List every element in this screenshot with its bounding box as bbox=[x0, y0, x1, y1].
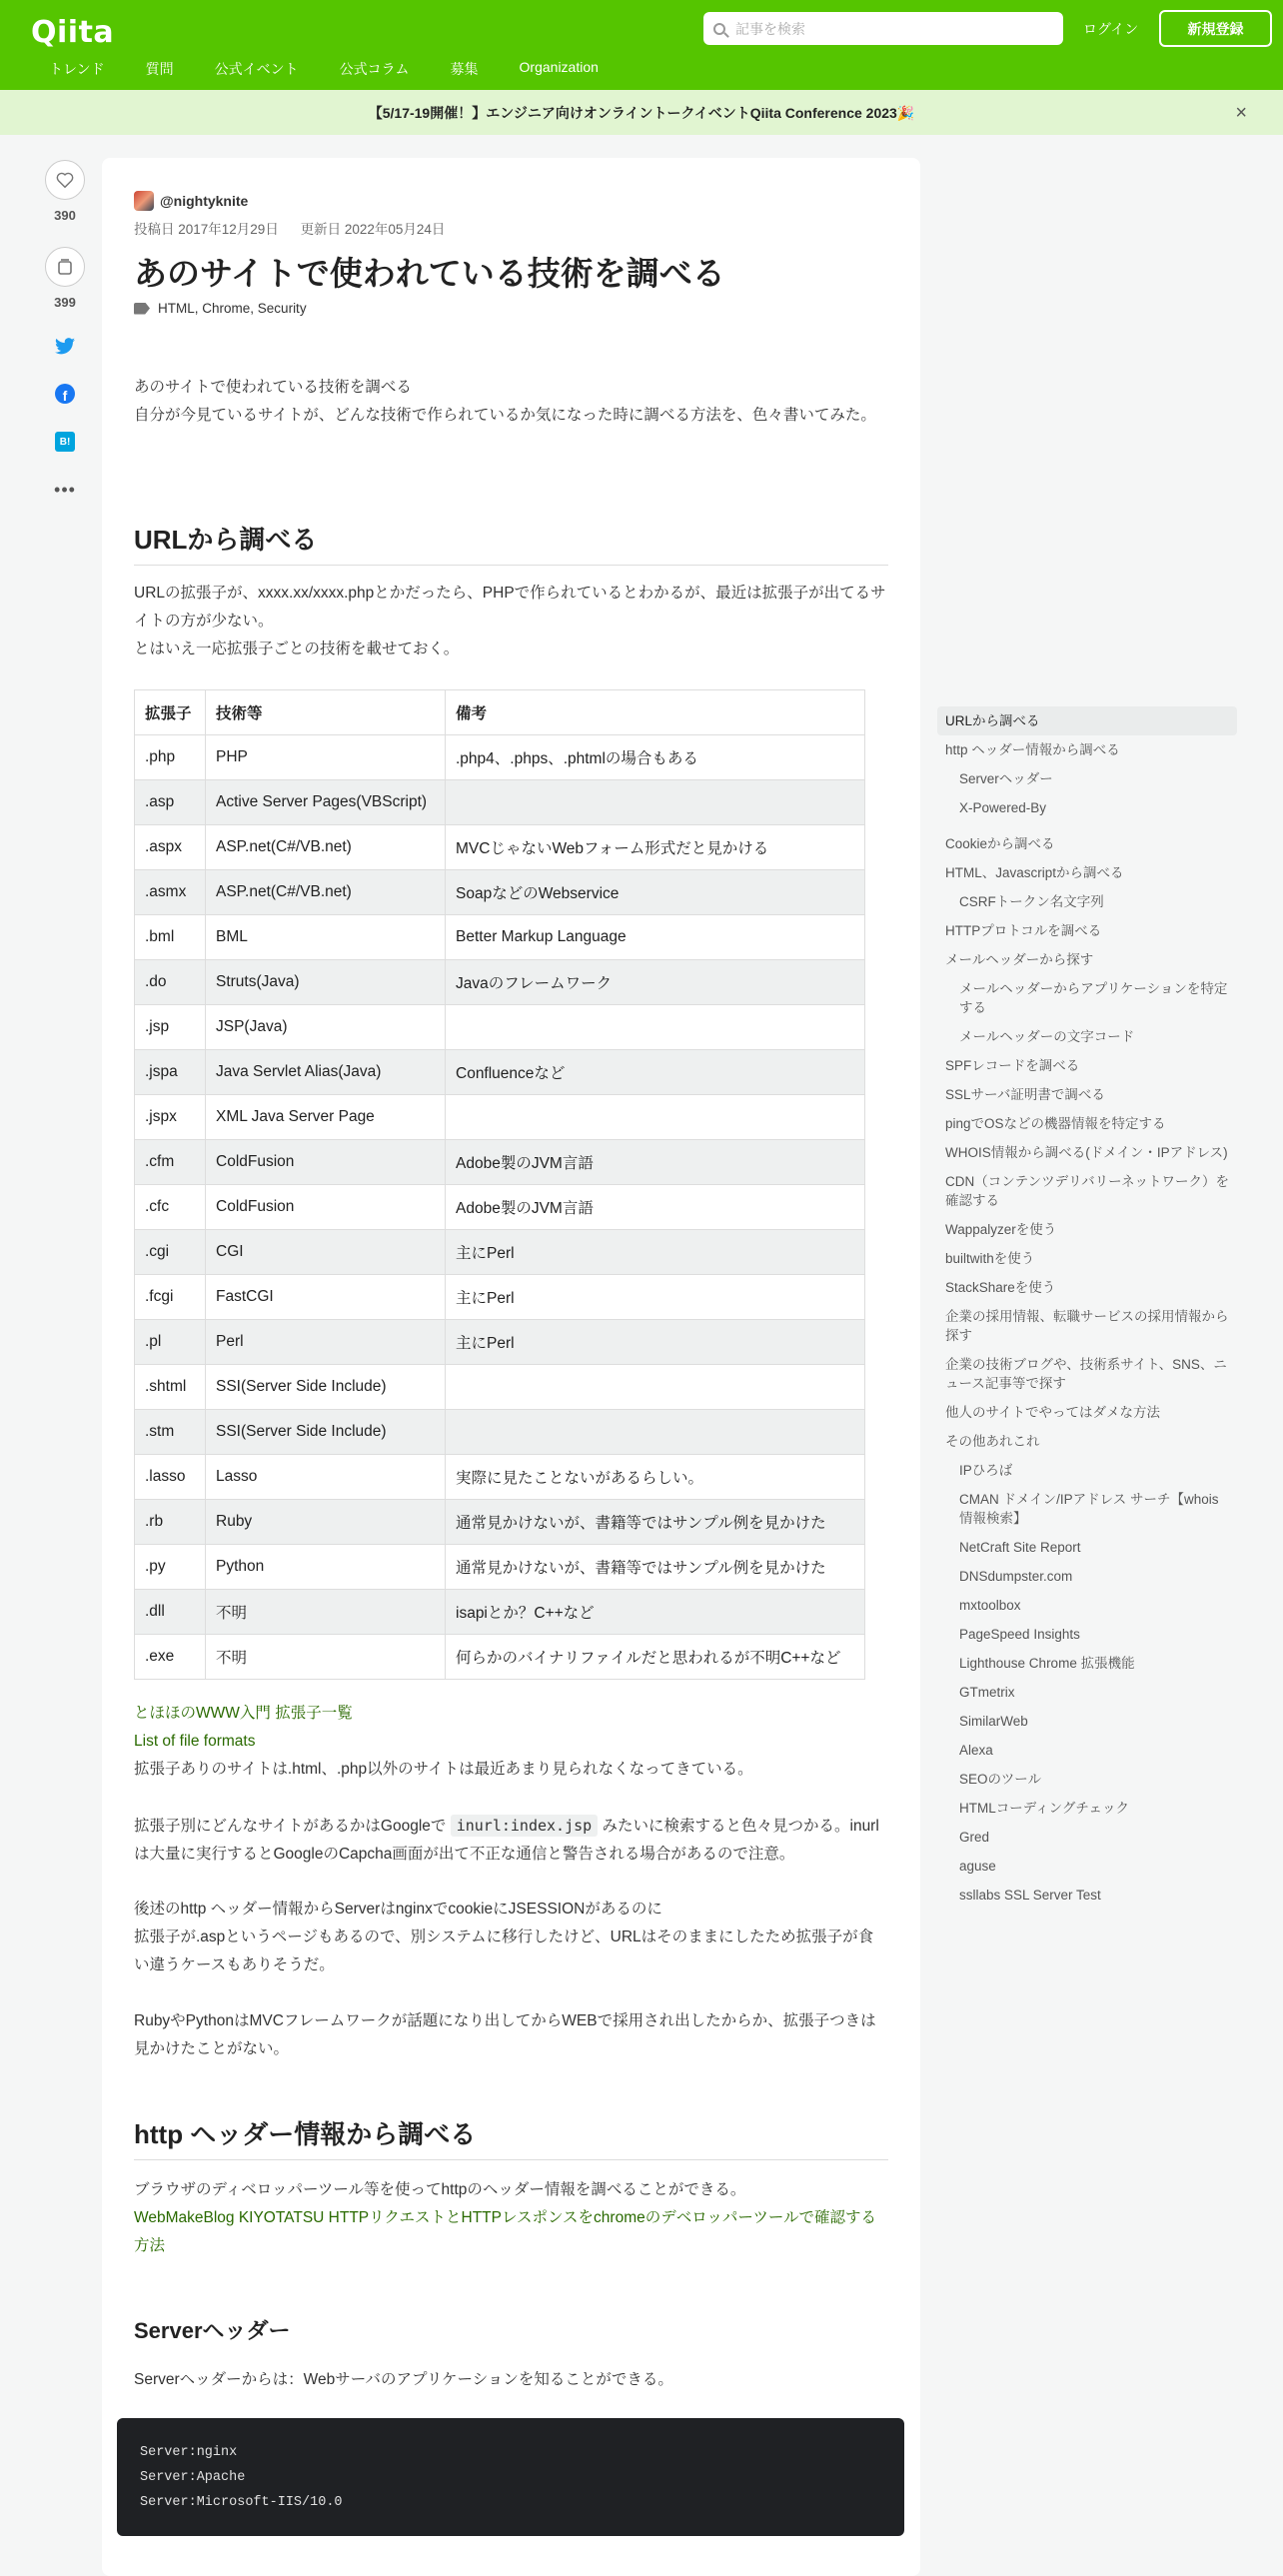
heading-http: http ヘッダー情報から調べる bbox=[134, 2114, 888, 2160]
table-cell bbox=[446, 1410, 865, 1455]
toc-item[interactable]: メールヘッダーからアプリケーションを特定する bbox=[959, 981, 1228, 1015]
nginx-paragraph: 後述のhttp ヘッダー情報からServerはnginxでcookieにJSESSIONがあるのに 拡張子が.aspというページもあるので、別システムに移行したけど、URLはそのままにしたため拡張子が食い違うケースもありそうだ。 bbox=[134, 1901, 874, 1973]
table-cell: .shtml bbox=[135, 1365, 206, 1410]
toc-spacer bbox=[937, 822, 1237, 829]
table-cell: Active Server Pages(VBScript) bbox=[206, 780, 446, 825]
toc-item[interactable]: IPひろば bbox=[959, 1463, 1013, 1478]
toc-item[interactable]: 企業の技術ブログや、技術系サイト、SNS、ニュース記事等で探す bbox=[945, 1357, 1227, 1391]
facebook-share[interactable] bbox=[45, 382, 85, 406]
table-cell: .cfm bbox=[135, 1140, 206, 1185]
table-cell: .jspa bbox=[135, 1050, 206, 1095]
table-cell: Java Servlet Alias(Java) bbox=[206, 1050, 446, 1095]
table-cell: PHP bbox=[206, 735, 446, 780]
table-row bbox=[135, 1050, 865, 1095]
table-row bbox=[135, 1590, 865, 1635]
table-row bbox=[135, 1455, 865, 1500]
toc-item[interactable]: HTML、Javascriptから調べる bbox=[945, 865, 1124, 880]
toc-item[interactable]: 企業の採用情報、転職サービスの採用情報から探す bbox=[945, 1309, 1229, 1343]
table-cell bbox=[446, 1005, 865, 1050]
hatena-share[interactable] bbox=[45, 430, 85, 454]
toc-item[interactable]: WHOIS情報から調べる(ドメイン・IPアドレス) bbox=[945, 1145, 1228, 1160]
table-body bbox=[135, 735, 865, 1680]
toc-item[interactable]: HTMLコーディングチェック bbox=[959, 1801, 1129, 1816]
nav-trend[interactable]: トレンド bbox=[49, 61, 105, 77]
table-row bbox=[135, 1275, 865, 1320]
table-cell: .asp bbox=[135, 780, 206, 825]
stock-count: 399 bbox=[54, 295, 76, 310]
table-cell: .lasso bbox=[135, 1455, 206, 1500]
table-row bbox=[135, 870, 865, 915]
table-cell: Python bbox=[206, 1545, 446, 1590]
table-cell: Confluenceなど bbox=[446, 1050, 865, 1095]
toc-item[interactable]: Cookieから調べる bbox=[945, 836, 1055, 851]
table-row bbox=[135, 1410, 865, 1455]
tag-list: HTML , Chrome , Security bbox=[134, 301, 307, 316]
table-cell: FastCGI bbox=[206, 1275, 446, 1320]
toc-item[interactable]: メールヘッダーの文字コード bbox=[959, 1029, 1135, 1044]
toc-item[interactable]: GTmetrix bbox=[959, 1685, 1015, 1700]
table-cell bbox=[446, 1095, 865, 1140]
table-cell: CGI bbox=[206, 1230, 446, 1275]
code-block[interactable] bbox=[117, 2418, 904, 2536]
twitter-share[interactable] bbox=[45, 334, 85, 358]
nav-organization[interactable]: Organization bbox=[519, 59, 599, 75]
table-cell: .exe bbox=[135, 1635, 206, 1680]
search-icon bbox=[713, 23, 725, 35]
table-cell: ASP.net(C#/VB.net) bbox=[206, 870, 446, 915]
toc-item[interactable]: mxtoolbox bbox=[959, 1598, 1021, 1613]
toc-item[interactable]: PageSpeed Insights bbox=[959, 1627, 1080, 1642]
table-row bbox=[135, 825, 865, 870]
table-cell: SSI(Server Side Include) bbox=[206, 1365, 446, 1410]
toc-item[interactable]: メールヘッダーから探す bbox=[945, 952, 1094, 967]
article-dates bbox=[134, 218, 463, 238]
toc-item[interactable]: CDN（コンテンツデリバリーネットワーク）を確認する bbox=[945, 1174, 1229, 1208]
code-line: Server:nginx bbox=[140, 2445, 238, 2460]
table-header: 備考 bbox=[446, 690, 865, 735]
tag-chrome[interactable]: Chrome bbox=[202, 301, 251, 316]
nav-official-columns[interactable]: 公式コラム bbox=[339, 61, 410, 77]
toc-item[interactable]: NetCraft Site Report bbox=[959, 1540, 1081, 1555]
table-cell: SSI(Server Side Include) bbox=[206, 1410, 446, 1455]
table-cell: .asmx bbox=[135, 870, 206, 915]
qiita-logo[interactable]: Qiita bbox=[31, 15, 115, 50]
link-webmakeblog[interactable]: WebMakeBlog KIYOTATSU HTTPリクエストとHTTPレスポンスをchromeのデベロッパーツールで確認する方法 bbox=[134, 2209, 877, 2254]
close-icon[interactable]: × bbox=[1235, 102, 1247, 124]
toc-item[interactable]: Wappalyzerを使う bbox=[945, 1222, 1057, 1237]
table-row bbox=[135, 780, 865, 825]
updated-date: 更新日 2022年05月24日 bbox=[300, 222, 446, 237]
reference-links: とほほのWWW入門 拡張子一覧 List of file formats 拡張子ありのサイトは.html、.php以外のサイトは最近あまり見られなくなってきている。 bbox=[134, 1705, 753, 1778]
table-cell: .php4、.phps、.phtmlの場合もある bbox=[446, 735, 865, 780]
stock-button[interactable] bbox=[45, 247, 85, 287]
url-paragraph: URLの拡張子が、xxxx.xx/xxxx.phpとかだったら、PHPで作られているとわかるが、最近は拡張子が出てるサイトの方が少ない。 とはいえ一応拡張子ごとの技術を載せておく。 bbox=[134, 585, 886, 657]
table-cell: .do bbox=[135, 960, 206, 1005]
site-header bbox=[0, 0, 1283, 90]
table-row bbox=[135, 915, 865, 960]
table-cell: isapiとか？C++など bbox=[446, 1590, 865, 1635]
toc-item[interactable]: ssllabs SSL Server Test bbox=[959, 1888, 1101, 1903]
global-nav bbox=[49, 59, 640, 79]
table-cell: JSP(Java) bbox=[206, 1005, 446, 1050]
toc-item[interactable]: URLから調べる bbox=[937, 706, 1237, 735]
login-link[interactable]: ログイン bbox=[1083, 21, 1139, 37]
table-cell: Adobe製のJVM言語 bbox=[446, 1140, 865, 1185]
toc-item[interactable]: SimilarWeb bbox=[959, 1714, 1028, 1729]
table-cell: Better Markup Language bbox=[446, 915, 865, 960]
heart-icon bbox=[56, 172, 74, 188]
toc-item[interactable]: aguse bbox=[959, 1859, 996, 1874]
table-cell: 主にPerl bbox=[446, 1230, 865, 1275]
table-cell: Lasso bbox=[206, 1455, 446, 1500]
link-tohoho[interactable]: とほほのWWW入門 拡張子一覧 bbox=[134, 1705, 353, 1722]
ruby-paragraph: RubyやPythonはMVCフレームワークが話題になり出してからWEBで採用され出したからか、拡張子つきは見かけたことがない。 bbox=[134, 2012, 876, 2057]
more-icon: ••• bbox=[54, 479, 76, 500]
table-row bbox=[135, 1140, 865, 1185]
table-cell: .dll bbox=[135, 1590, 206, 1635]
action-rail bbox=[45, 160, 85, 526]
table-cell bbox=[446, 780, 865, 825]
table-row bbox=[135, 1005, 865, 1050]
table-header: 拡張子 bbox=[135, 690, 206, 735]
toc-item[interactable]: HTTPプロトコルを調べる bbox=[945, 923, 1102, 938]
table-cell bbox=[446, 1365, 865, 1410]
nav-recruit[interactable]: 募集 bbox=[450, 61, 479, 77]
table-cell: .jsp bbox=[135, 1005, 206, 1050]
signup-button[interactable]: 新規登録 bbox=[1159, 10, 1272, 47]
table-cell: .fcgi bbox=[135, 1275, 206, 1320]
article-title: あのサイトで使われている技術を調べる bbox=[134, 255, 725, 292]
code-line: Server:Apache bbox=[140, 2470, 246, 2485]
table-cell: .php bbox=[135, 735, 206, 780]
table-cell: MVCじゃないWebフォーム形式だと見かける bbox=[446, 825, 865, 870]
facebook-icon: f bbox=[55, 384, 75, 404]
table-cell: ASP.net(C#/VB.net) bbox=[206, 825, 446, 870]
table-row bbox=[135, 1635, 865, 1680]
table-cell: 通常見かけないが、書籍等ではサンプル例を見かけた bbox=[446, 1500, 865, 1545]
table-cell: BML bbox=[206, 915, 446, 960]
table-cell: 通常見かけないが、書籍等ではサンプル例を見かけた bbox=[446, 1545, 865, 1590]
table-row bbox=[135, 1230, 865, 1275]
search-input[interactable] bbox=[735, 21, 1035, 37]
table-cell: .cgi bbox=[135, 1230, 206, 1275]
toc-item[interactable]: SSLサーバ証明書で調べる bbox=[945, 1087, 1105, 1102]
twitter-icon bbox=[55, 338, 75, 355]
server-paragraph: Serverヘッダーからは：Webサーバのアプリケーションを知ることができる。 bbox=[134, 2371, 673, 2388]
tag-html[interactable]: HTML bbox=[158, 301, 195, 316]
table-cell: .rb bbox=[135, 1500, 206, 1545]
table-cell: XML Java Server Page bbox=[206, 1095, 446, 1140]
link-file-formats[interactable]: List of file formats bbox=[134, 1733, 256, 1750]
table-cell: .cfc bbox=[135, 1185, 206, 1230]
table-cell: 不明 bbox=[206, 1590, 446, 1635]
extension-table bbox=[134, 689, 865, 1680]
table-row bbox=[135, 1545, 865, 1590]
table-cell: SoapなどのWebservice bbox=[446, 870, 865, 915]
banner-text[interactable]: 【5/17-19開催！】エンジニア向けオンライントークイベントQiita Conference 2023🎉 bbox=[368, 104, 915, 121]
table-row bbox=[135, 960, 865, 1005]
toc-item[interactable]: http ヘッダー情報から調べる bbox=[945, 742, 1120, 757]
more-actions[interactable] bbox=[45, 478, 85, 502]
like-count: 390 bbox=[54, 208, 76, 223]
intro-paragraph: あのサイトで使われている技術を調べる 自分が今見ているサイトが、どんな技術で作られているか気になった時に調べる方法を、色々書いてみた。 bbox=[134, 379, 876, 424]
toc-item[interactable]: SPFレコードを調べる bbox=[945, 1058, 1080, 1073]
table-cell: Perl bbox=[206, 1320, 446, 1365]
like-button[interactable] bbox=[45, 160, 85, 200]
table-row bbox=[135, 1095, 865, 1140]
table-cell: Struts(Java) bbox=[206, 960, 446, 1005]
table-cell: .bml bbox=[135, 915, 206, 960]
heading-url: URLから調べる bbox=[134, 520, 888, 566]
table-cell: 何らかのバイナリファイルだと思われるが不明C++など bbox=[446, 1635, 865, 1680]
table-cell: .aspx bbox=[135, 825, 206, 870]
table-cell: .stm bbox=[135, 1410, 206, 1455]
code-line: Server:Microsoft-IIS/10.0 bbox=[140, 2495, 343, 2510]
table-header: 技術等 bbox=[206, 690, 446, 735]
hatena-bookmark-icon: B! bbox=[55, 432, 75, 452]
table-row bbox=[135, 1320, 865, 1365]
table-cell: Adobe製のJVM言語 bbox=[446, 1185, 865, 1230]
table-cell: .py bbox=[135, 1545, 206, 1590]
toc-item[interactable]: その他あれこれ bbox=[945, 1434, 1040, 1449]
toc-item[interactable]: CSRFトークン名文字列 bbox=[959, 894, 1104, 909]
posted-date: 投稿日 2017年12月29日 bbox=[134, 222, 279, 237]
table-cell: ColdFusion bbox=[206, 1140, 446, 1185]
table-row bbox=[135, 1365, 865, 1410]
event-banner[interactable] bbox=[0, 90, 1283, 135]
table-cell: .pl bbox=[135, 1320, 206, 1365]
toc-item[interactable]: DNSdumpster.com bbox=[959, 1569, 1073, 1584]
toc-item[interactable]: 他人のサイトでやってはダメな方法 bbox=[945, 1405, 1161, 1420]
toc-item[interactable]: X-Powered-By bbox=[959, 800, 1047, 815]
avatar[interactable] bbox=[134, 191, 154, 211]
author-name[interactable]: @nightyknite bbox=[160, 193, 249, 209]
search-box[interactable] bbox=[703, 12, 1063, 45]
tag-security[interactable]: Security bbox=[257, 301, 307, 316]
toc-item[interactable]: Alexa bbox=[959, 1743, 993, 1758]
toc-item[interactable]: Lighthouse Chrome 拡張機能 bbox=[959, 1656, 1135, 1671]
inline-code: inurl:index.jsp bbox=[451, 1815, 598, 1837]
table-cell: Ruby bbox=[206, 1500, 446, 1545]
table-cell: 主にPerl bbox=[446, 1275, 865, 1320]
toc-item[interactable]: Gred bbox=[959, 1830, 990, 1845]
table-row bbox=[135, 735, 865, 780]
toc-item[interactable]: CMAN ドメイン/IPアドレス サーチ【whois情報検索】 bbox=[959, 1492, 1219, 1526]
table-cell: ColdFusion bbox=[206, 1185, 446, 1230]
article-card bbox=[102, 158, 920, 2576]
table-cell: Javaのフレームワーク bbox=[446, 960, 865, 1005]
heading-server: Serverヘッダー bbox=[134, 2318, 291, 2343]
table-cell: 不明 bbox=[206, 1635, 446, 1680]
table-cell: 実際に見たことないがあるらしい。 bbox=[446, 1455, 865, 1500]
author-link[interactable] bbox=[134, 191, 248, 211]
toc-item[interactable]: pingでOSなどの機器情報を特定する bbox=[945, 1116, 1166, 1131]
stock-icon bbox=[58, 259, 72, 275]
toc-item[interactable]: builtwithを使う bbox=[945, 1251, 1035, 1266]
nav-official-events[interactable]: 公式イベント bbox=[214, 61, 299, 77]
google-paragraph: 拡張子別にどんなサイトがあるかはGoogleで inurl:index.jsp みたいに検索すると色々見つかる。inurlは大量に実行するとGoogleのCapcha画面が出て不正な通信と警告される場合があるので注意。 bbox=[134, 1817, 879, 1863]
http-paragraph: ブラウザのディベロッパーツール等を使ってhttpのヘッダー情報を調べることができる。 WebMakeBlog KIYOTATSU HTTPリクエストとHTTPレスポンスをchromeのデベロッパーツールで確認する方法 bbox=[134, 2181, 877, 2254]
tag-icon bbox=[134, 303, 150, 315]
nav-questions[interactable]: 質問 bbox=[145, 61, 174, 77]
table-row bbox=[135, 1500, 865, 1545]
table-cell: 主にPerl bbox=[446, 1320, 865, 1365]
table-row bbox=[135, 1185, 865, 1230]
toc-item[interactable]: Serverヘッダー bbox=[959, 771, 1053, 786]
toc-item[interactable]: SEOのツール bbox=[959, 1772, 1041, 1787]
table-cell: .jspx bbox=[135, 1095, 206, 1140]
toc-item[interactable]: StackShareを使う bbox=[945, 1280, 1056, 1295]
table-of-contents bbox=[937, 706, 1237, 1910]
